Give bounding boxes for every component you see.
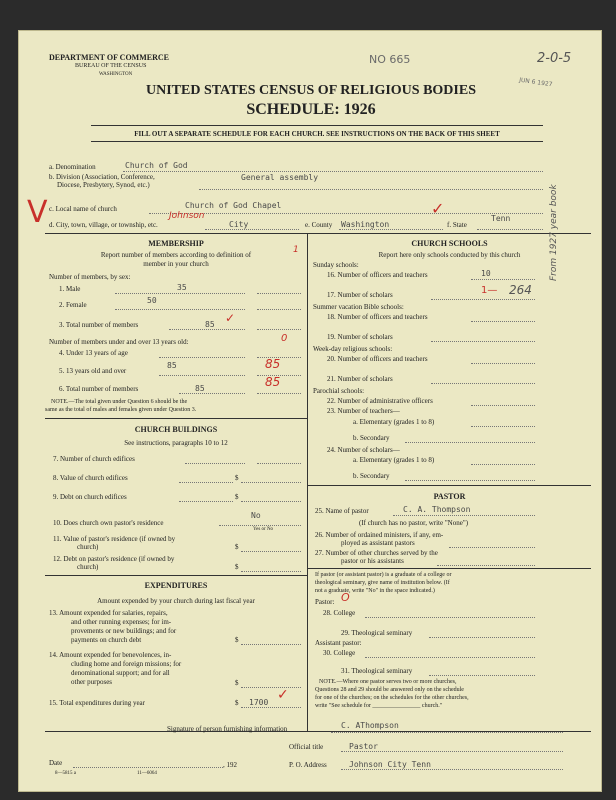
q10-line [219,525,301,526]
q1-male-label: 1. Male [59,285,81,293]
q12-box-line [241,571,301,572]
q5-over13-value: 85 [167,361,177,370]
date-received-stamp: JUN 6 1927 [518,76,553,89]
q27-label: 27. Number of other churches served by the [315,549,438,557]
instruction-bottom-rule [91,141,543,142]
q6-total-value: 85 [195,384,205,393]
age-heading: Number of members under and over 13 years old: [49,338,189,346]
q21-line [431,383,535,384]
city-value: City [229,220,249,229]
q11-dollar: $ [235,543,239,551]
local-name-line [149,213,543,214]
city-handwritten: Johnson [169,211,205,221]
column-divider [307,233,308,731]
q9-box-line [241,501,301,502]
division-value: General assembly [241,173,319,182]
division-label: b. Division (Association, Conference, [49,173,155,181]
q3-total-value: 85 [205,320,215,329]
q25-value: C. A. Thompson [403,505,471,514]
q19-label: 19. Number of scholars [327,333,393,341]
expenditures-title: EXPENDITURES [144,581,208,590]
q14-label: 14. Amount expended for benevolences, in- [49,651,172,659]
serial-number-stamp: NO 665 [369,53,411,66]
q7-line [185,463,245,464]
q15-total-value: 1700 [249,698,269,707]
graduate-top-rule [308,568,591,569]
po-address-label: P. O. Address [289,761,327,769]
pastor-title: PASTOR [433,492,466,501]
parochial-heading: Parochial schools: [313,387,365,395]
q13-label-2: and other running expenses; for im- [71,618,172,626]
q4-under13-label: 4. Under 13 years of age [59,349,128,357]
date-line [73,767,223,768]
state-label: f. State [447,221,467,229]
graduate-instruction-2: theological seminary, give name of institution below. (If [315,580,450,586]
q13-dollar: $ [235,636,239,644]
table-top-rule [45,233,591,234]
q28-label: 28. College [323,609,356,617]
q3-box-line [257,329,301,330]
q24a-line [471,464,535,465]
q11-box-line [241,551,301,552]
denomination-value: Church of God [125,161,188,170]
q18-label: 18. Number of officers and teachers [327,313,428,321]
corner-pencil-note: 2-0-5 [537,51,572,66]
signature-value: C. AThompson [341,721,399,730]
q31-label: 31. Theological seminary [341,667,413,675]
q16-line [471,279,535,280]
q15-total-label: 15. Total expenditures during year [49,699,145,707]
q13-box-line [241,644,301,645]
q14-dollar: $ [235,679,239,687]
signature-label: Signature of person furnishing information [167,725,288,733]
q22-line [471,405,535,406]
q8-line [179,482,233,483]
q6-box-line [257,393,301,394]
county-line [339,229,443,230]
q4-line [159,357,245,358]
buildings-sub: See instructions, paragraphs 10 to 12 [124,439,228,447]
q14-label-3: denominational support; and for all [71,669,170,677]
q15-dollar: $ [235,699,239,707]
q27-label-2: pastor or his assistants [341,557,404,565]
bureau-heading: BUREAU OF THE CENSUS [75,63,147,69]
city-heading: WASHINGTON [99,72,133,77]
q25-note: (If church has no pastor, write "None") [359,519,469,527]
q23b-line [405,442,535,443]
pastor-note: NOTE.—Where one pastor serves two or more churches, [319,679,457,685]
q5-handwritten-total: 85 [265,357,281,371]
q28-line [365,617,535,618]
margin-check-mark: V [27,195,48,230]
q6-total-label: 6. Total number of members [59,385,139,393]
q13-label-4: payments on church debt [71,636,142,644]
q29-label: 29. Theological seminary [341,629,413,637]
schools-title: CHURCH SCHOOLS [411,239,488,248]
q24-label: 24. Number of scholars— [327,446,400,454]
form-title: UNITED STATES CENSUS OF RELIGIOUS BODIES [145,83,476,98]
po-address-line [341,769,563,770]
schools-sub: Report here only schools conducted by this church [378,251,521,259]
q10-residence-label: 10. Does church own pastor's residence [53,519,164,527]
q26-line [449,547,535,548]
pastor-note-4: write "See schedule for ________________ church." [315,703,443,709]
pastor-top-rule [308,485,591,486]
county-label: e. County [305,221,333,229]
po-address-value: Johnson City Tenn [349,760,431,769]
assistant-label: Assistant pastor: [315,639,362,647]
q29-line [429,637,535,638]
q12-label-2: church) [77,563,99,571]
membership-intro: Report number of members according to definition of [100,251,252,259]
q8-value-label: 8. Value of church edifices [53,474,128,482]
q5-line [159,375,245,376]
q14-label-4: other purposes [71,678,113,686]
q9-line [179,501,233,502]
q17-value: 264 [509,283,532,297]
membership-red-mark: 1 [293,245,299,255]
q30-label: 30. College [323,649,356,657]
official-title-label: Official title [289,743,324,751]
denomination-line [123,171,543,172]
q3-line [169,329,245,330]
date-label: Date [49,759,63,767]
q17-label: 17. Number of scholars [327,291,393,299]
q11-value-label: 11. Value of pastor's residence (if owned by [53,535,176,543]
state-value: Tenn [491,214,511,223]
q12-dollar: $ [235,563,239,571]
schedule-title: SCHEDULE: 1926 [246,101,376,118]
q25-label: 25. Name of pastor [315,507,369,515]
q8-dollar: $ [235,474,239,482]
q22-label: 22. Number of administrative officers [327,397,433,405]
q11-label-2: church) [77,543,99,551]
q23a-label: a. Elementary (grades 1 to 8) [353,418,435,426]
state-line [477,229,543,230]
denomination-label: a. Denomination [49,163,96,171]
census-schedule-sheet [18,30,602,792]
pastor-sub-label: Pastor: [315,598,335,606]
q2-female-label: 2. Female [59,301,87,309]
q16-label: 16. Number of officers and teachers [327,271,428,279]
q17-line [431,299,535,300]
form-number: 8—5815 a [55,771,76,776]
expenditures-sub: Amount expended by your church during last fiscal year [97,597,255,605]
local-name-label: c. Local name of church [49,205,117,213]
q1-line [115,293,245,294]
q24a-label: a. Elementary (grades 1 to 8) [353,456,435,464]
city-label: d. City, town, village, or township, etc. [49,221,158,229]
q3-total-label: 3. Total number of members [59,321,139,329]
q3-check-mark: ✓ [225,311,236,325]
q12-debt-label: 12. Debt on pastor's residence (if owned by [53,555,175,563]
q10-value: No [251,511,261,520]
department-heading: DEPARTMENT OF COMMERCE [49,53,170,62]
q9-dollar: $ [235,493,239,501]
official-title-value: Pastor [349,742,378,751]
q23b-label: b. Secondary [353,434,390,442]
q27-line [437,565,535,566]
q6-handwritten-total: 85 [265,375,281,389]
pastor-handwritten: O [341,591,350,604]
margin-pencil-note: From 1927 year book [549,184,559,281]
q16-value: 10 [481,269,491,278]
q13-label-3: provements or new buildings; and for [71,627,177,635]
q23a-line [471,426,535,427]
division-label-2: Diocese, Presbytery, Synod, etc.) [57,181,150,189]
summer-heading: Summer vacation Bible schools: [313,303,404,311]
city-line [205,229,299,230]
graduate-instruction-3: not a graduate, write "No" in the space indicated.) [315,588,435,594]
q19-line [431,341,535,342]
q8-box-line [241,482,301,483]
q1-male-value: 35 [177,283,187,292]
pastor-note-3: for one of the churches; on the schedules for the other churches, [315,695,469,701]
membership-intro-2: member in your church [143,260,209,268]
q1-box-line [257,293,301,294]
q18-line [471,321,535,322]
membership-note-2: same as the total of males and females given under Question 3. [45,407,197,413]
q9-debt-label: 9. Debt on church edifices [53,493,127,501]
local-name-value: Church of God Chapel [185,201,282,210]
q21-label: 21. Number of scholars [327,375,393,383]
membership-title: MEMBERSHIP [148,239,204,248]
q2-line [115,309,245,310]
q2-female-value: 50 [147,296,157,305]
official-title-line [341,751,563,752]
q17-strike-mark: 1— [481,285,498,296]
q25-line [393,515,535,516]
q15-box-line [241,707,301,708]
sunday-heading: Sunday schools: [313,261,359,269]
weekday-heading: Week-day religious schools: [313,345,393,353]
q14-label-2: cluding home and foreign missions; for [71,660,182,668]
county-check-mark: ✓ [431,199,445,218]
q23-label: 23. Number of teachers— [327,407,400,415]
q24b-line [405,480,535,481]
q7-edifices-label: 7. Number of church edifices [53,455,135,463]
date-year: , 192 [223,761,237,769]
membership-note: NOTE.—The total given under Question 6 should be the [51,399,188,405]
q20-label: 20. Number of officers and teachers [327,355,428,363]
q13-label: 13. Amount expended for salaries, repairs, [49,609,168,617]
q10-hint: Yes or No [253,527,274,532]
county-value: Washington [341,220,390,229]
print-number: 11—6064 [137,771,157,776]
q5-over13-label: 5. 13 years old and over [59,367,127,375]
q7-box-line [257,463,301,464]
instruction-line: FILL OUT A SEPARATE SCHEDULE FOR EACH CHURCH. SEE INSTRUCTIONS ON THE BACK OF THIS SHEET [134,130,500,138]
pastor-note-2: Questions 28 and 29 should be answered only on the schedule [315,687,464,693]
buildings-title: CHURCH BUILDINGS [134,425,218,434]
q20-line [471,363,535,364]
division-line [199,189,543,190]
instruction-top-rule [91,125,543,126]
q26-label-2: ployed as assistant pastors [341,539,415,547]
q24b-label: b. Secondary [353,472,390,480]
q30-line [365,657,535,658]
signature-line [331,732,563,733]
age-handwritten-zero: 0 [281,333,288,344]
q2-box-line [257,309,301,310]
expenditures-top-rule [45,575,307,576]
q26-label: 26. Number of ordained ministers, if any, em- [315,531,444,539]
q14-box-line [241,687,301,688]
q6-line [179,393,245,394]
buildings-top-rule [45,418,307,419]
q31-line [429,675,535,676]
by-sex-label: Number of members, by sex: [49,273,131,281]
q15-check-mark: ✓ [277,687,289,703]
graduate-instruction: If pastor (or assistant pastor) is a graduate of a college or [315,572,452,578]
